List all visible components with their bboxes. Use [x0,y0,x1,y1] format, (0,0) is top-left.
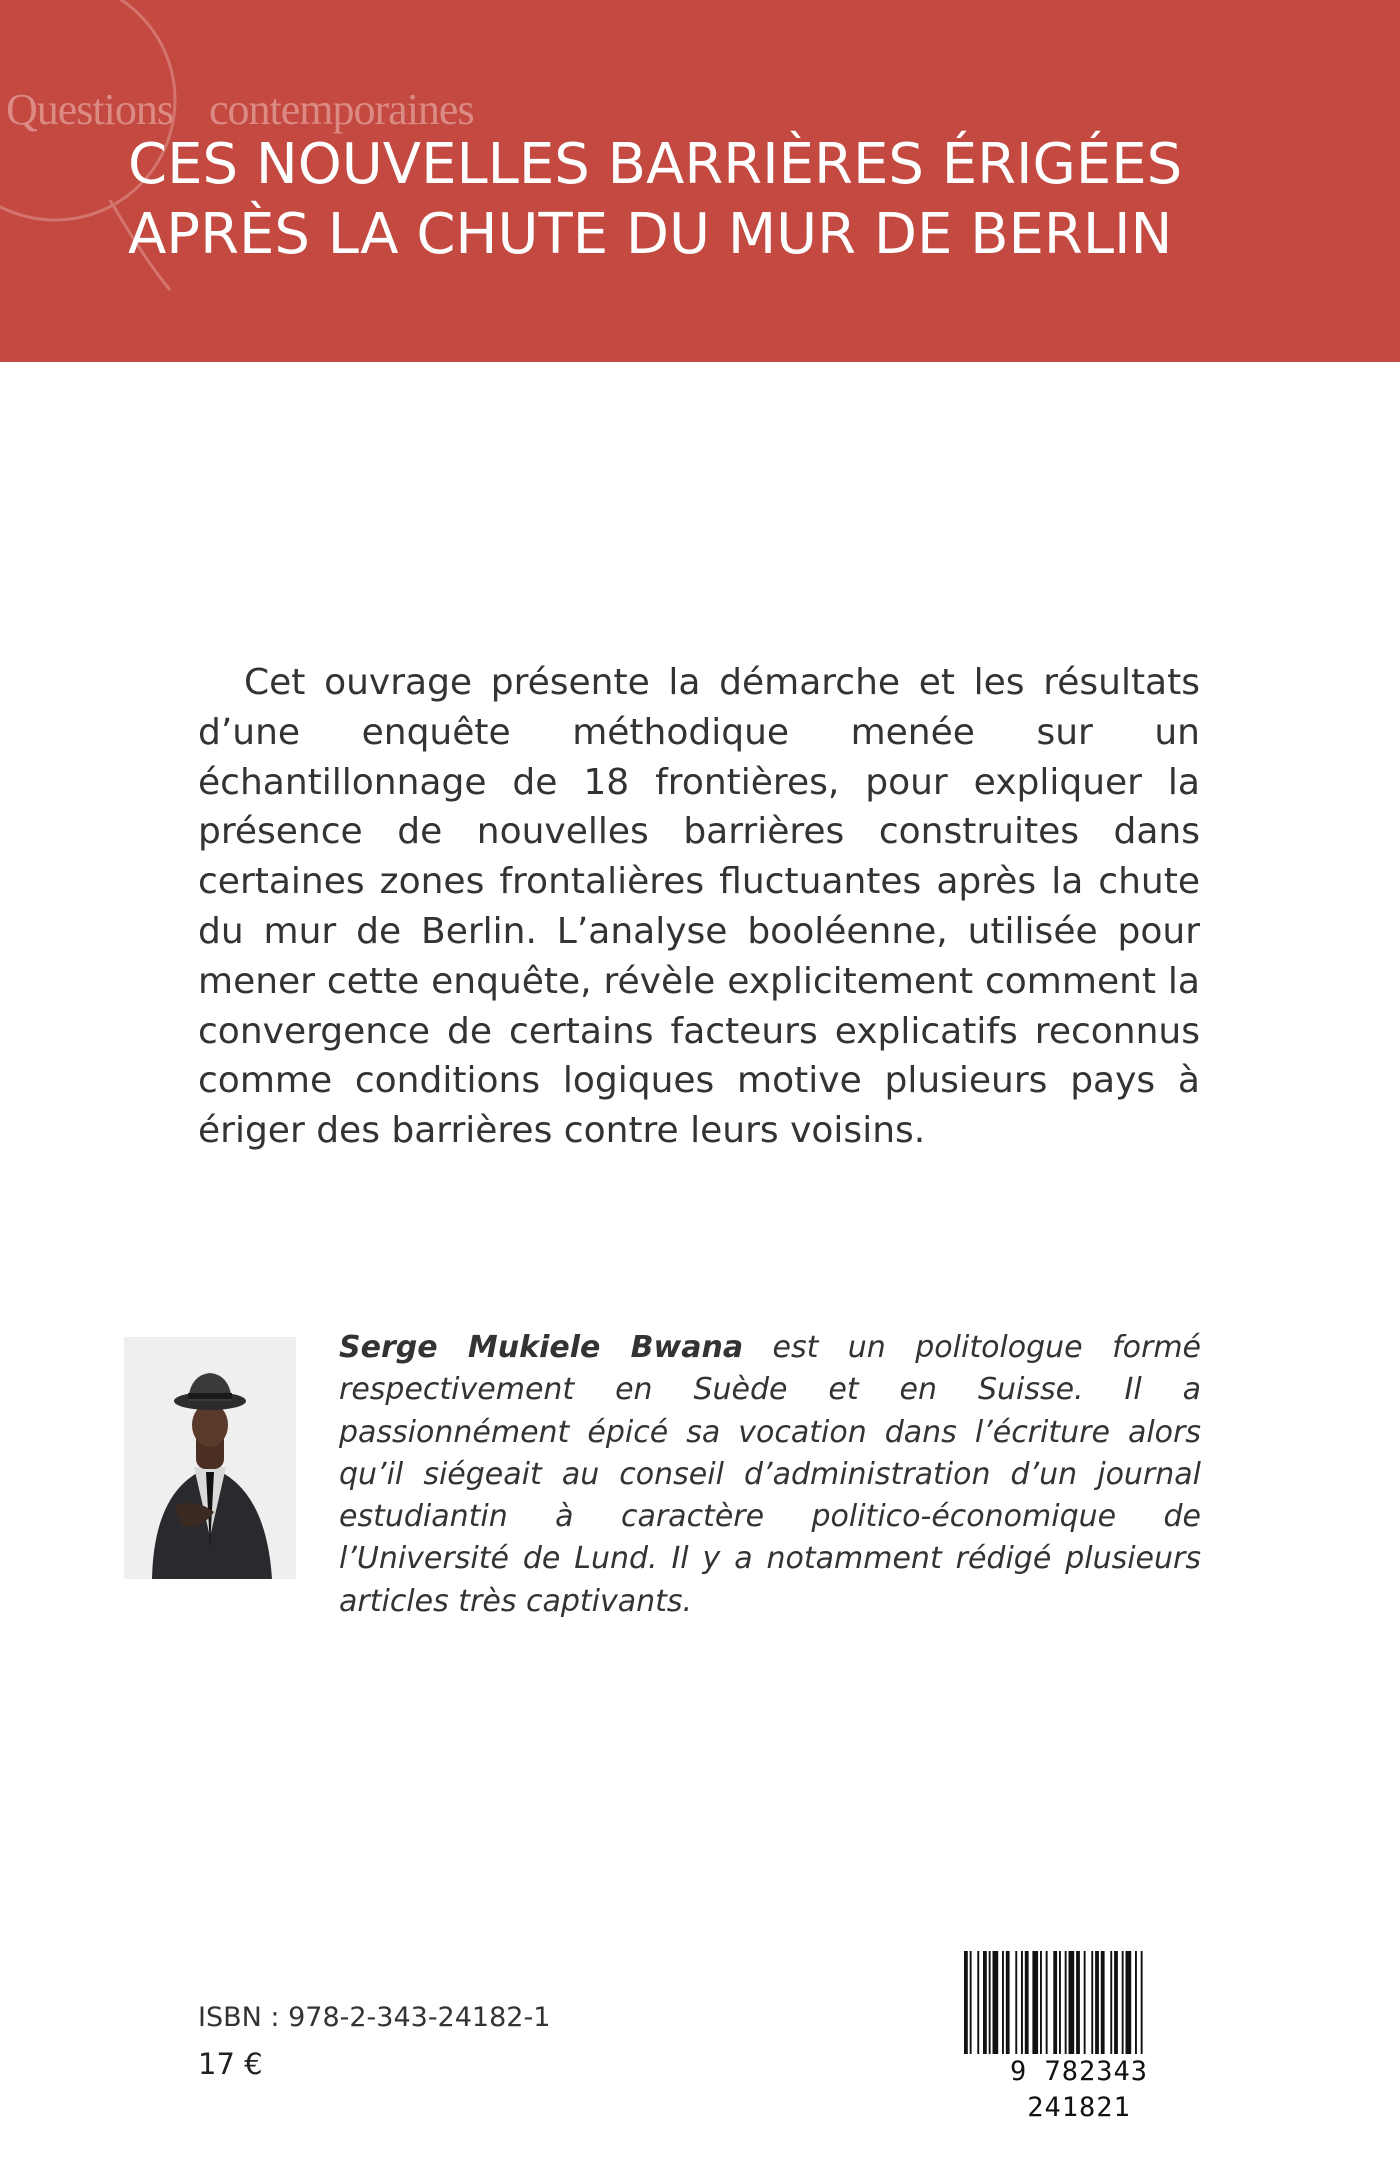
barcode-bar [1114,1951,1118,2057]
barcode-bar [993,1951,999,2057]
barcode-bar [1095,1951,1099,2057]
book-title [128,130,1308,270]
barcode-bar [1122,1951,1124,2057]
author-photo [124,1337,296,1579]
barcode-bar [1126,1951,1132,2057]
barcode-bar [1091,1951,1093,2057]
author-bio-text: est un politologue formé respectivement en Suède et en Suisse. Il a passionnément épicé sa vocation dans l’écriture alors qu’il siégeait au conseil d’administration d’un journal estudiantin à caractère politico-économique de l’Université de Lund. Il y a notamment rédigé plusieurs articles très captivants. [339,1330,1201,1619]
barcode-bar [1002,1951,1004,2057]
author-name: Serge Mukiele Bwana [339,1330,744,1365]
barcode-bar [1046,1951,1048,2057]
barcode-bar [1021,1951,1023,2057]
header-band [0,0,1400,362]
barcode-bar [1084,1951,1086,2057]
barcode-bar [970,1951,972,2057]
barcode-bar [1065,1951,1067,2057]
book-title-line-1: CES NOUVELLES BARRIÈRES ÉRIGÉES [128,132,1183,197]
barcode-bar [964,1951,968,2057]
author-portrait-image [124,1337,296,1579]
barcode-bar [1110,1951,1112,2057]
barcode-bar [1101,1951,1105,2057]
series-word-1: Questions [6,85,173,134]
barcode-bar [1135,1951,1137,2057]
barcode-bar [989,1951,991,2057]
barcode-bar [1069,1951,1075,2057]
price: 17 € [198,2047,263,2081]
barcode-bar [1059,1951,1061,2057]
barcode-bar [1053,1951,1057,2057]
barcode-bar [1076,1951,1080,2057]
barcode-bar [977,1951,979,2057]
series-word-2: contemporaines [209,85,474,134]
barcode-bar [1006,1951,1010,2057]
barcode-bar [983,1951,987,2057]
barcode-bar [1141,1951,1143,2057]
barcode-bar [1032,1951,1038,2057]
book-summary: Cet ouvrage présente la démarche et les résultats d’une enquête méthodique menée sur un échantillonnage de 18 frontières, pour expliquer la présence de nouvelles barrières construites dans certaines zones frontalières fluctuantes après la chute du mur de Berlin. L’analyse booléenne, utilisée pour mener cette enquête, révèle explicitement comment la convergence de certains facteurs explicatifs reconnus comme conditions logiques motive plusieurs pays à ériger des barrières contre leurs voisins. [198,662,1200,1152]
book-title-line-2: APRÈS LA CHUTE DU MUR DE BERLIN [128,202,1173,267]
isbn: ISBN : 978-2-343-24182-1 [198,2002,551,2033]
barcode-digits: 9 782343 241821 [956,2054,1202,2126]
barcode-bar [1025,1951,1029,2057]
author-bio [339,1327,1201,1623]
series-name [6,84,510,135]
barcode-bar [1015,1951,1017,2057]
barcode-bar [1040,1951,1042,2057]
